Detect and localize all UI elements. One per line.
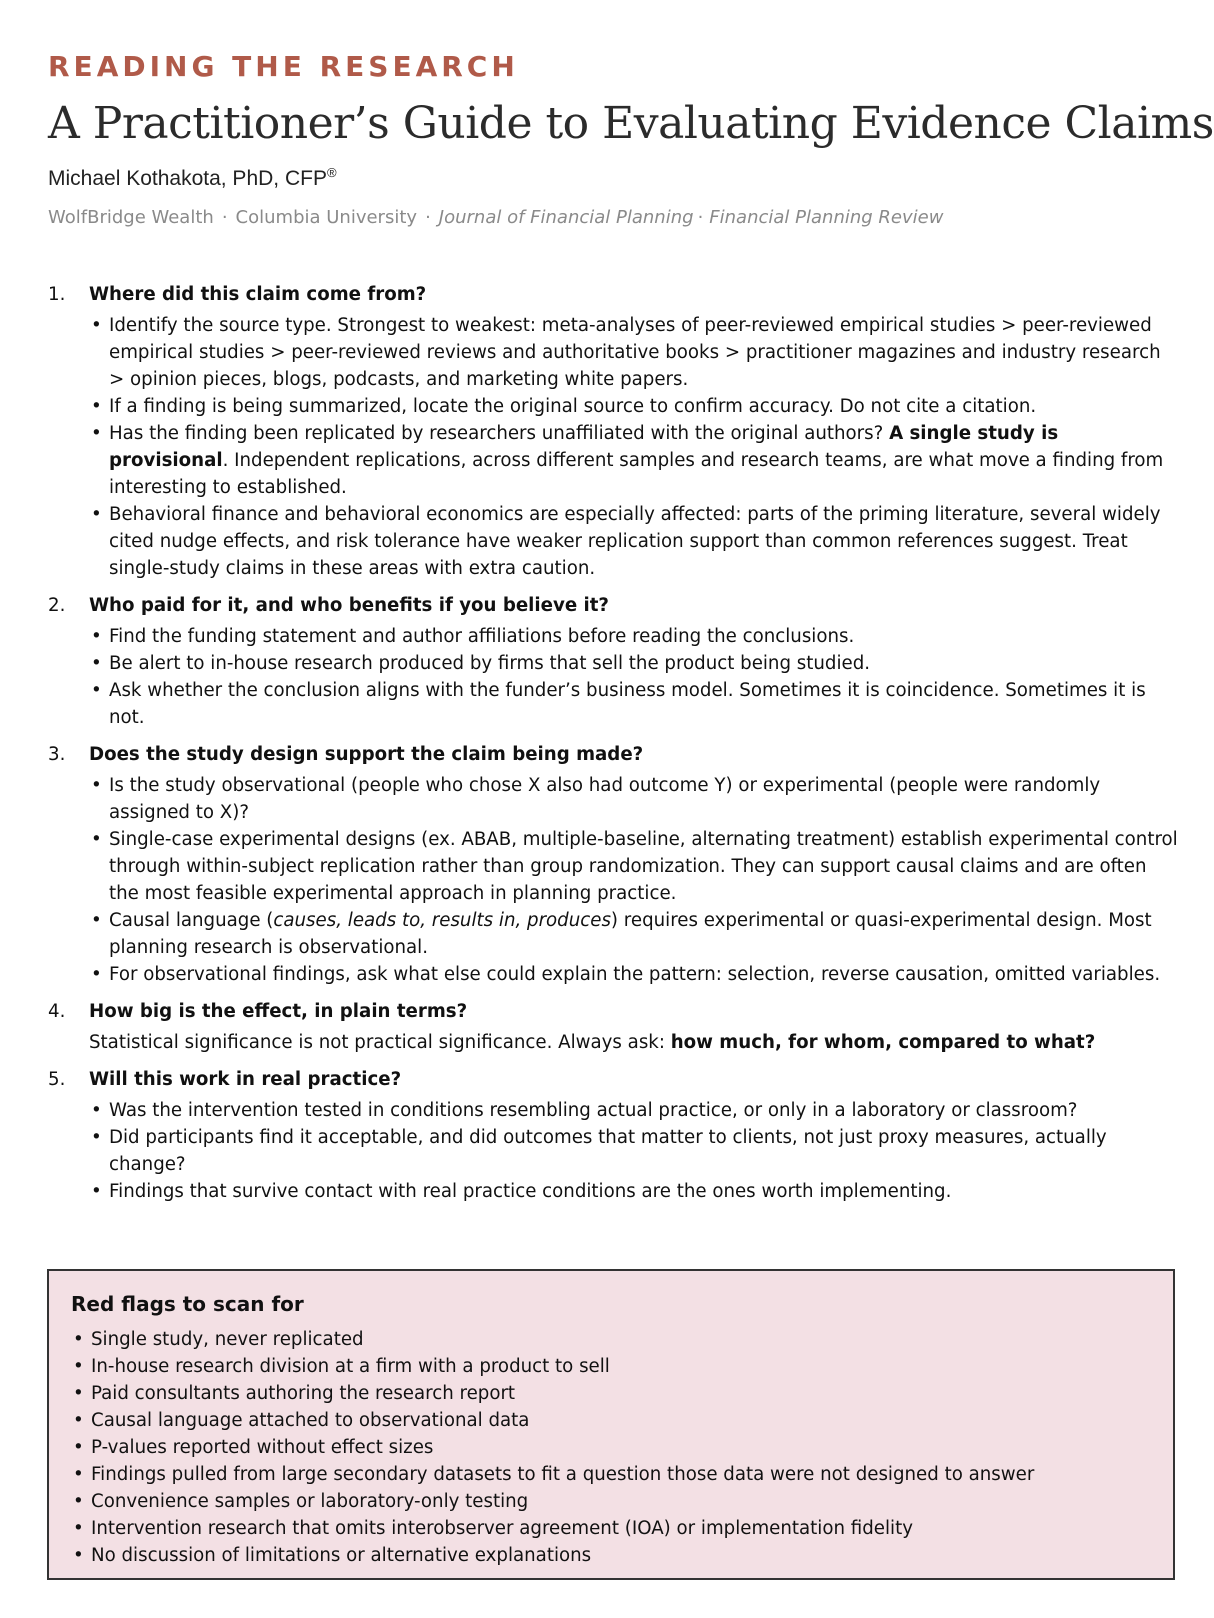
emphasis-bold: how much, for whom, compared to what? bbox=[670, 1032, 1096, 1053]
red-flags-title: Red flags to scan for bbox=[71, 1292, 304, 1316]
text-run: . Independent replications, across different samples and research teams, are what move a finding from interesting to established. bbox=[109, 450, 1164, 498]
list-item: • Single-case experimental designs (ex. ABAB, multiple-baseline, alternating treatment) establish experimental control through within-subject replication rather than group randomization. They can support causal claims and are often the most feasible experimental approach in planning practice. bbox=[89, 826, 1178, 907]
question-title: Who paid for it, and who benefits if you believe it? bbox=[89, 595, 609, 616]
list-item: • Findings that survive contact with real practice conditions are the ones worth implementing. bbox=[89, 1178, 1178, 1205]
list-item: • For observational findings, ask what else could explain the pattern: selection, reverse causation, omitted variables. bbox=[89, 961, 1178, 988]
list-item: • Ask whether the conclusion aligns with the funder’s business model. Sometimes it is coincidence. Sometimes it is not. bbox=[89, 677, 1178, 731]
question-title: How big is the effect, in plain terms? bbox=[89, 1001, 468, 1022]
separator: · bbox=[221, 207, 228, 228]
red-flag-item: • Findings pulled from large secondary datasets to fit a question those data were not designed to answer bbox=[71, 1461, 1151, 1488]
emphasis-bold: A single study is provisional bbox=[109, 423, 1059, 471]
question-title: Where did this claim come from? bbox=[89, 284, 427, 305]
list-item: • Be alert to in-house research produced by firms that sell the product being studied. bbox=[89, 650, 1178, 677]
text-run: Has the finding been replicated by researchers unaffiliated with the original authors? bbox=[109, 423, 890, 444]
question-number: 3. bbox=[48, 744, 66, 765]
separator: · bbox=[697, 207, 704, 228]
question-section bbox=[48, 592, 1178, 731]
list-item bbox=[89, 420, 1178, 501]
text-run: Causal language ( bbox=[109, 910, 274, 931]
red-flag-item: • Intervention research that omits interobserver agreement (IOA) or implementation fidelity bbox=[71, 1515, 1151, 1542]
affiliation-2: Columbia University bbox=[235, 207, 418, 228]
list-item: • Was the intervention tested in conditions resembling actual practice, or only in a laboratory or classroom? bbox=[89, 1097, 1178, 1124]
question-title: Does the study design support the claim being made? bbox=[89, 744, 644, 765]
section-kicker: READING THE RESEARCH bbox=[48, 50, 519, 83]
affiliation-1: WolfBridge Wealth bbox=[48, 207, 214, 228]
red-flag-item: • In-house research division at a firm with a product to sell bbox=[71, 1353, 1151, 1380]
question-number: 1. bbox=[48, 284, 66, 305]
list-item: • Behavioral finance and behavioral economics are especially affected: parts of the priming literature, several widely cited nudge effects, and risk tolerance have weaker replication support than common references suggest. Treat single-study claims in these areas with extra caution. bbox=[89, 501, 1178, 582]
red-flag-item: • Causal language attached to observational data bbox=[71, 1407, 1151, 1434]
question-section bbox=[48, 741, 1178, 988]
question-section bbox=[48, 281, 1178, 582]
author-name: Michael Kothakota, PhD, CFP bbox=[48, 167, 327, 190]
bullet-list bbox=[89, 312, 1178, 582]
author-line bbox=[48, 165, 337, 191]
page-title: A Practitioner’s Guide to Evaluating Evidence Claims bbox=[48, 98, 1214, 149]
registered-mark: ® bbox=[326, 165, 337, 180]
question-number: 2. bbox=[48, 595, 66, 616]
red-flag-item: • No discussion of limitations or alternative explanations bbox=[71, 1542, 1151, 1569]
affiliation-3: Journal of Financial Planning bbox=[438, 207, 694, 228]
red-flag-item: • Convenience samples or laboratory-only testing bbox=[71, 1488, 1151, 1515]
text-run: Statistical significance is not practical significance. Always ask: bbox=[89, 1032, 671, 1053]
question-title: Will this work in real practice? bbox=[89, 1069, 402, 1090]
question-number: 5. bbox=[48, 1069, 66, 1090]
list-item: • Find the funding statement and author affiliations before reading the conclusions. bbox=[89, 623, 1178, 650]
bullet-list bbox=[89, 772, 1178, 988]
question-section bbox=[48, 1066, 1178, 1205]
question-section bbox=[48, 998, 1178, 1056]
bullet-list bbox=[89, 623, 1178, 731]
question-list bbox=[48, 281, 1178, 1215]
emphasis-italic: causes, leads to, results in, produces bbox=[273, 910, 611, 931]
red-flags-list bbox=[71, 1326, 1151, 1569]
list-item bbox=[89, 907, 1178, 961]
affiliations bbox=[48, 207, 943, 228]
list-item: • Did participants find it acceptable, and did outcomes that matter to clients, not just proxy measures, actually change? bbox=[89, 1124, 1178, 1178]
list-item: • If a finding is being summarized, locate the original source to confirm accuracy. Do not cite a citation. bbox=[89, 393, 1178, 420]
affiliation-4: Financial Planning Review bbox=[709, 207, 944, 228]
red-flag-item: • Single study, never replicated bbox=[71, 1326, 1151, 1353]
text-run: ) requires experimental or quasi-experimental design. Most planning research is observational. bbox=[109, 910, 1152, 958]
question-number: 4. bbox=[48, 1001, 66, 1022]
list-item: • Is the study observational (people who chose X also had outcome Y) or experimental (people were randomly assigned to X)? bbox=[89, 772, 1178, 826]
red-flag-item: • P-values reported without effect sizes bbox=[71, 1434, 1151, 1461]
separator: · bbox=[425, 207, 431, 228]
list-item: • Identify the source type. Strongest to weakest: meta-analyses of peer-reviewed empirical studies > peer-reviewed empirical studies > peer-reviewed reviews and authoritative books > practitioner magazines and industry research > opinion pieces, blogs, podcasts, and marketing white papers. bbox=[89, 312, 1178, 393]
red-flag-item: • Paid consultants authoring the research report bbox=[71, 1380, 1151, 1407]
red-flags-box bbox=[47, 1269, 1175, 1580]
bullet-list bbox=[89, 1097, 1178, 1205]
question-paragraph bbox=[89, 1029, 1178, 1056]
